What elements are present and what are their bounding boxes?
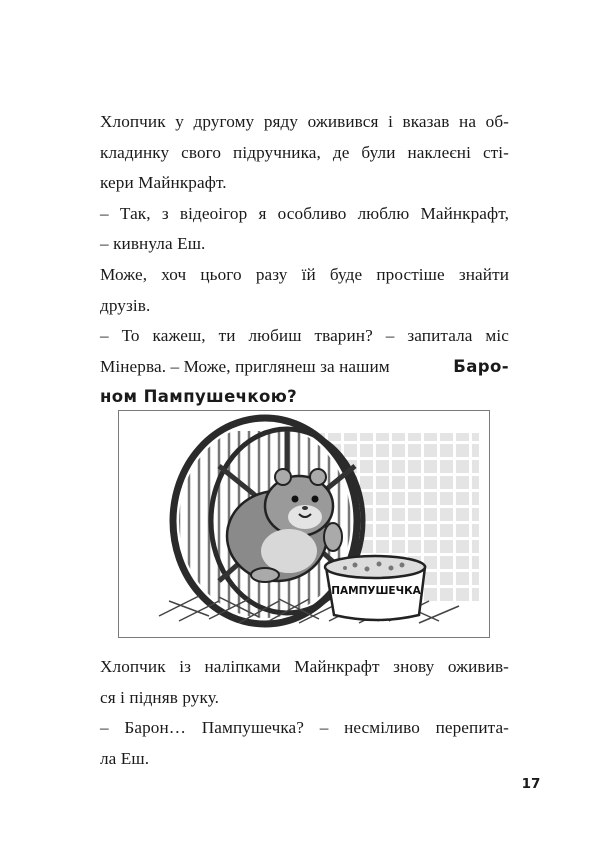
food-bowl [325,556,425,620]
text-segment: Мінерва. – Може, приглянеш за нашим [100,356,390,376]
hamster-wheel-drawing [119,411,489,637]
bowl-label: ПАМПУШЕЧКА [331,585,421,597]
text-line: кладинку свого підручника, де були наклеєні сті- [100,142,509,162]
body-text-bottom [100,652,509,774]
text-line: – кивнула Еш. [100,234,206,254]
text-line [100,382,509,413]
text-line: ла Еш. [100,748,150,768]
text-line: – Так, з відеоігор я особливо люблю Майнкрафт, [100,203,509,223]
hamster-name-part1: Баро- [453,356,509,376]
text-line: Хлопчик у другому ряду оживився і вказав на об- [100,112,509,131]
text-line: друзів. [100,295,151,315]
hamster-illustration [118,410,490,638]
page-number: 17 [521,776,541,792]
text-line: кери Майнкрафт. [100,173,227,193]
text-line: Хлопчик із наліпками Майнкрафт знову оживив- [100,657,509,676]
text-line: – То кажеш, ти любиш тварин? – запитала міс [100,326,509,346]
text-line-with-name [100,352,509,383]
text-line: ся і підняв руку. [100,687,220,707]
body-text-top [100,107,509,413]
text-line: Може, хоч цього разу їй буде простіше знайти [100,264,509,284]
hamster-name-part2: ном Пампушечкою? [100,387,298,407]
text-line: – Барон… Пампушечка? – несміливо перепита- [100,718,509,738]
